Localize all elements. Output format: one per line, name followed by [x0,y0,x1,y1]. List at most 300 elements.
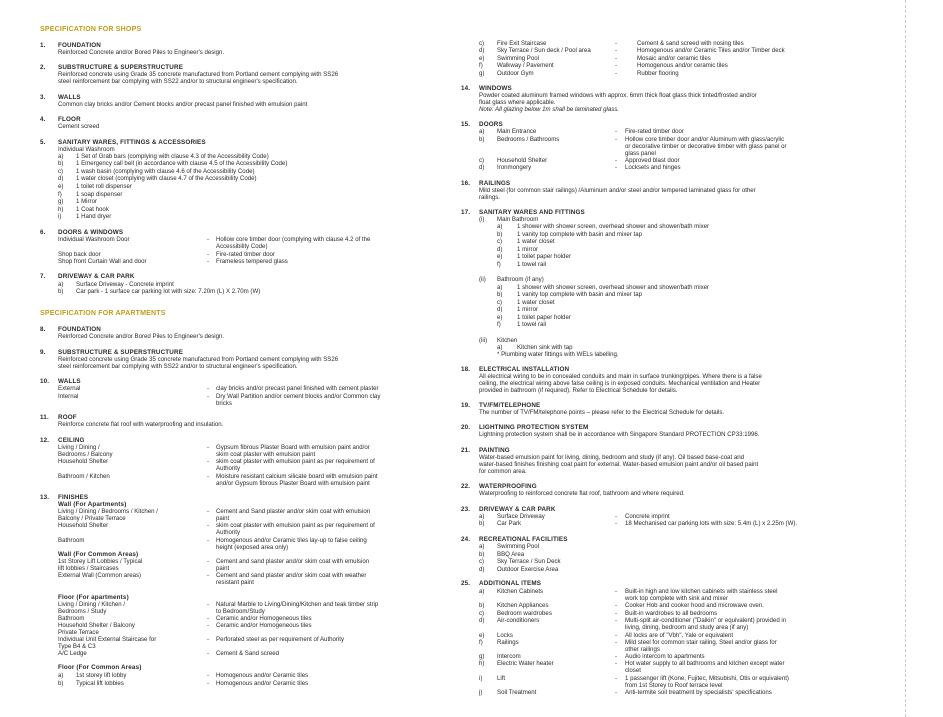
spec-text: Homogenous and/or Ceramic tiles [216,672,309,679]
spec-text: Authority [216,529,241,536]
spec-text: - [207,251,210,258]
spec-text: Accessibility Code) [216,243,268,250]
clause-heading: 9. [40,349,46,356]
spec-text: d) [58,175,64,182]
spec-text: 1 toilet roll dispenser [76,183,132,190]
spec-text: Dry Wall Partition and/or cement blocks and/or Common clay [216,393,381,400]
spec-text: Household Shelter [58,522,109,529]
spec-text: Private Terrace [58,629,99,636]
spec-text: Car Park [497,520,522,527]
spec-text: railings. [479,194,500,201]
spec-text: - [615,128,618,135]
spec-text: f) [497,321,501,328]
spec-text: Fire Exit Staircase [497,40,547,47]
spec-text: - [207,258,210,265]
spec-text: a) [497,344,503,351]
spec-text: Surface Driveway - Concrete imprint [76,281,174,288]
spec-text: Authority [216,465,241,472]
clause-heading: 17. [461,209,471,216]
spec-text: g) [479,70,485,77]
spec-text: Balcony / Private Terrace [58,515,126,522]
spec-text: Hollow core timber door and/or Aluminum with glass/acrylic [625,136,785,143]
spec-text: Audio intercom to apartments [625,653,705,660]
clause-heading: RAILINGS [479,180,511,187]
spec-text: bricks [216,400,232,407]
page-edge-divider [905,0,906,717]
spec-text: a) [58,153,64,160]
spec-text: - [615,513,618,520]
spec-text: 1st storey lift lobby [76,672,127,679]
spec-text: Cement screed [58,123,100,130]
spec-text: 1 Hand dryer [76,213,112,220]
spec-text: f) [479,639,483,646]
spec-text: a) [479,128,485,135]
spec-text: e) [479,55,485,62]
spec-text: Reinforce concrete flat roof with waterproofing and insulation. [58,421,224,428]
spec-text: Reinforced Concrete and/or Bored Piles to Engineer's design. [58,333,225,340]
spec-text: Main Bathroom [497,216,539,223]
spec-text: Soil Treatment [497,689,537,696]
clause-heading: 14. [461,85,471,92]
clause-heading: 21. [461,447,471,454]
spec-text: Living / Dining / [58,444,100,451]
clause-heading: 19. [461,402,471,409]
spec-text: - [615,588,618,595]
spec-text: - [615,157,618,164]
spec-text: - [207,636,210,643]
spec-text: ceiling, the electrical wiring above false ceiling is in exposed conduits. Mechanical ventilation and Heater [479,380,761,387]
spec-text: 1 towel rail [517,321,547,328]
spec-text: Locksets and hinges [625,164,681,171]
clause-heading: FOUNDATION [58,42,102,49]
spec-text: Homogenous and/or Ceramic tiles [216,680,309,687]
spec-text: 1 toilet paper holder [517,253,571,260]
spec-text: water-based finishes finishing coat paint for external. Water-based emulsion paint and/or oil based paint [479,461,759,468]
spec-text: steel reinforcement bar complying with SS22 and/or to structural engineer's specification. [58,78,298,85]
clause-heading: FLOOR [58,116,81,123]
spec-text: - [207,601,210,608]
spec-text: - [615,520,618,527]
spec-text: Rubber flooring [637,70,679,77]
spec-text: Swimming Pool [497,55,539,62]
spec-text: height (exposed area only) [216,544,289,551]
spec-text: - [615,602,618,609]
clause-heading: 4. [40,116,46,123]
spec-text: Cement & Sand screed [216,650,280,657]
spec-text: Individual Washroom [58,146,115,153]
clause-heading: 16. [461,180,471,187]
spec-text: - [207,236,210,243]
spec-text: - [207,385,210,392]
spec-text: a) [497,223,503,230]
clause-heading: FINISHES [58,494,89,501]
spec-text: c) [479,610,485,617]
spec-text: Cement & sand screed with nosing tiles [637,40,744,47]
spec-text: Cement and Sand plaster and/or skim coat with emulsion [216,508,371,515]
spec-text: All electrical wiring to be in concealed conduits and main in surface trunking/pipes. Where there is a false [479,373,762,380]
spec-text: Kitchen [497,337,518,344]
spec-text: c) [479,40,485,47]
spec-text: - [615,660,618,667]
spec-text: 1 Set of Grab bars (complying with clause 4.3 of the Accessibility Code) [76,153,269,160]
spec-text: a) [58,281,64,288]
spec-text: - [615,136,618,143]
spec-text: glass panel [625,150,656,157]
spec-text: 1 mirror [517,306,538,313]
spec-text: or decorative timber or decorative timber with glass panel or [625,143,787,150]
spec-text: - [207,508,210,515]
clause-heading: WALLS [58,94,81,101]
spec-text: Locks [497,632,513,639]
spec-text: - [207,622,210,629]
spec-text: - [207,458,210,465]
clause-heading: 15. [461,121,471,128]
spec-text: - [615,70,618,77]
spec-text: 1 wash basin (complying with clause 4.6 of the Accessibility Code) [76,168,255,175]
spec-text: other railings [625,646,660,653]
clause-heading: 2. [40,64,46,71]
spec-text: 1 water closet (complying with clause 4.7 of the Accessibility Code) [76,175,257,182]
spec-text: Built-in high and low kitchen cabinets with stainless steel [625,588,778,595]
spec-text: Homogenous and/or ceramic tiles [637,62,728,69]
spec-text: Common clay bricks and/or Cement blocks and/or precast panel finished with emulsion paint [58,101,308,108]
spec-text: g) [58,198,64,205]
clause-heading: RECREATIONAL FACILITIES [479,536,568,543]
spec-text: Perforated steel as per requirement of Authority [216,636,345,643]
spec-text: - [207,650,210,657]
spec-text: Household Shelter / Balcony [58,622,135,629]
spec-text: Individual Unit External Staircase for [58,636,157,643]
clause-heading: DOORS [479,121,503,128]
spec-text: b) [58,288,64,295]
spec-text: Powder coated aluminum framed windows with approx. 6mm thick float glass thick tinted/frosted and/or [479,92,757,99]
spec-text: All locks are of "Vbh", Yale or equivalent [625,632,734,639]
clause-heading: Floor (For apartments) [58,594,129,601]
spec-text: Built-in wardrobes to all bedrooms [625,610,718,617]
spec-text: c) [479,157,485,164]
spec-text: Air-conditioners [497,617,540,624]
clause-heading: Wall (For Common Areas) [58,551,139,558]
spec-text: - [615,675,618,682]
clause-heading: FOUNDATION [58,326,102,333]
spec-text: a) [497,284,503,291]
clause-heading: 20. [461,424,471,431]
spec-text: - [207,444,210,451]
clause-heading: 24. [461,536,471,543]
spec-text: (iii) [479,337,488,344]
spec-text: d) [497,306,503,313]
spec-text: Electric Water heater [497,660,554,667]
spec-text: Frameless tempered glass [216,258,288,265]
spec-text: a) [479,543,485,550]
spec-text: skim coat plaster with emulsion paint as per requirement of [216,458,375,465]
spec-text: from 1st Storey to Roof terrace level [625,682,723,689]
spec-text: Bathroom [58,537,85,544]
spec-text: a) [479,513,485,520]
spec-text: 1 soap dispenser [76,191,123,198]
spec-text: - [615,610,618,617]
spec-text: Intercom [497,653,521,660]
clause-heading: ADDITIONAL ITEMS [479,580,542,587]
spec-text: e) [497,253,503,260]
spec-text: d) [479,47,485,54]
spec-text: Homogenous and/or Ceramic Tiles and/or Timber deck [637,47,785,54]
spec-text: 1 Emergency call bell (in accordance with clause 4.5 of the Accessibility Code) [76,160,288,167]
spec-text: f) [479,62,483,69]
spec-text: d) [479,566,485,573]
spec-text: Shop back door [58,251,101,258]
spec-text: Railings [497,639,519,646]
spec-text: - [207,393,210,400]
spec-text: Multi-split air-conditioner ("Daikin" or equivalent) provided in [625,617,787,624]
spec-text: provided in bathroom (if required). Refer to Electrical Schedule for details. [479,387,678,394]
clause-heading: WINDOWS [479,85,512,92]
clause-heading: 22. [461,483,471,490]
clause-heading: 3. [40,94,46,101]
clause-heading: 8. [40,326,46,333]
clause-heading: 25. [461,580,471,587]
spec-text: (i) [479,216,485,223]
spec-text: A/C Ledge [58,650,87,657]
spec-text: - [207,473,210,480]
clause-heading: DOORS & WINDOWS [58,229,124,236]
spec-text: Approved blast door [625,157,680,164]
clause-heading: CEILING [58,437,85,444]
spec-text: Type B4 & C3 [58,643,96,650]
spec-text: Cement and sand plaster and/or skim coat with weather [216,572,367,579]
spec-text: work top complete with sink and mixer [625,595,728,602]
spec-text: Homogenous and/or Ceramic tiles lay-up to false ceiling [216,537,367,544]
spec-text: i) [58,213,62,220]
spec-text: - [207,572,210,579]
spec-text: Kitchen sink with tap [517,344,573,351]
spec-text: 1 Mirror [76,198,97,205]
spec-text: - [615,55,618,62]
spec-text: 1 toilet paper holder [517,314,571,321]
spec-text: 1 shower with shower screen, overhead shower and shower/bath mixer [517,223,710,230]
spec-text: resistant paint [216,579,254,586]
spec-text: h) [479,660,485,667]
spec-text: Outdoor Gym [497,70,534,77]
spec-text: c) [497,299,503,306]
spec-text: Kitchen Cabinets [497,588,544,595]
spec-text: - [615,653,618,660]
section-title: SPECIFICATION FOR SHOPS [40,26,142,33]
spec-text: j) [479,689,483,696]
spec-text: Waterproofing to reinforced concrete flat roof, bathroom and where required. [479,490,685,497]
spec-text: 1 water closet [517,238,555,245]
spec-text: b) [58,680,64,687]
spec-text: b) [479,602,485,609]
spec-text: 18 Mechanised car parking lots with size: 5.4m (L) x 2.25m (W). [625,520,798,527]
clause-heading: Floor (For Common Areas) [58,664,142,671]
spec-text: Kitchen Appliances [497,602,549,609]
spec-text: Water-based emulsion paint for living, dining, bedroom and study (if any). Oil based base-coat and [479,454,744,461]
section-title: SPECIFICATION FOR APARTMENTS [40,310,166,317]
spec-text: 1 shower with shower screen, overhead shower and shower/bath mixer [517,284,710,291]
spec-text: 1 passenger lift (Kone, Fujitec, Mitsubishi, Otis or equivalent) [625,675,789,682]
spec-text: f) [58,191,62,198]
spec-text: a) [479,588,485,595]
spec-text: c) [479,558,485,565]
spec-text: - [207,522,210,529]
spec-text: Ceramic and/or Homogeneous tiles [216,622,312,629]
spec-text: e) [58,183,64,190]
spec-text: Bedroom wardrobes [497,610,552,617]
spec-text: Household Shelter [497,157,548,164]
spec-text: Ironmongery [497,164,532,171]
spec-text: d) [479,617,485,624]
spec-text: Main Entrance [497,128,537,135]
spec-text: b) [479,551,485,558]
spec-text: * Plumbing water fittings with WELs labelling. [497,351,619,358]
spec-text: Walkway / Pavement [497,62,554,69]
spec-text: Fire-rated timber door [625,128,684,135]
clause-heading: WALLS [58,378,81,385]
spec-text: Bathroom / Kitchen [58,473,110,480]
spec-text: 1 vanity top complete with basin and mixer tap [517,291,642,298]
spec-text: 1st Storey Lift Lobbies / Typical [58,558,143,565]
spec-text: Note: All glazing below 1m shall be laminated glass. [479,106,620,113]
spec-text: 1 Coat hook [76,206,109,213]
spec-text: Surface Driveway [497,513,545,520]
spec-text: The number of TV/FM/telephone points – please refer to the Electrical Schedule for details. [479,409,725,416]
spec-text: i) [479,675,483,682]
spec-text: - [207,680,210,687]
spec-text: and/or Gypsum fibrous Plaster Board with emulsion paint [216,480,370,487]
clause-heading: WATERPROOFING [479,483,537,490]
spec-text: skim coat plaster with emulsion paint [216,451,316,458]
spec-text: - [207,537,210,544]
clause-heading: 12. [40,437,50,444]
spec-text: Moisture resistant calcium silicate board with emulsion paint [216,473,378,480]
spec-text: for common area. [479,468,527,475]
spec-text: e) [479,632,485,639]
spec-text: paint [216,515,230,522]
spec-text: - [615,632,618,639]
spec-text: Fire-rated timber door [216,251,275,258]
spec-text: b) [58,160,64,167]
spec-text: b) [497,291,503,298]
spec-text: Bedrooms / Balcony [58,451,113,458]
spec-text: c) [58,168,64,175]
spec-text: Bathroom (if any) [497,276,544,283]
clause-heading: DRIVEWAY & CAR PARK [58,273,135,280]
clause-heading: 23. [461,506,471,513]
clause-heading: 18. [461,366,471,373]
clause-heading: SUBSTRUCTURE & SUPERSTRUCTURE [58,349,184,356]
spec-text: Swimming Pool [497,543,539,550]
spec-text: Living / Dining / Bedrooms / Kitchen / [58,508,158,515]
clause-heading: LIGHTNING PROTECTION SYSTEM [479,424,589,431]
spec-text: External [58,385,81,392]
spec-text: d) [497,246,503,253]
clause-heading: PAINTING [479,447,510,454]
spec-text: Reinforced Concrete and/or Bored Piles to Engineer's design. [58,49,225,56]
spec-text: Living / Dining / Kitchen / [58,601,126,608]
clause-heading: 5. [40,139,46,146]
spec-text: - [207,672,210,679]
spec-text: Typical lift lobbies [76,680,124,687]
clause-heading: ROOF [58,414,77,421]
spec-text: - [207,558,210,565]
spec-text: (ii) [479,276,486,283]
spec-text: g) [479,653,485,660]
spec-text: Mild steel (for common stair railings) /Aluminum and/or steel and/or tempered laminated glass for other [479,187,756,194]
spec-text: Sky Terrace / Sun Deck [497,558,561,565]
spec-text: External Wall (Common areas) [58,572,142,579]
spec-text: Mosaic and/or ceramic tiles [637,55,711,62]
spec-text: h) [58,206,64,213]
spec-text: Hot water supply to all bathrooms and kitchen except water [625,660,785,667]
spec-text: e) [497,314,503,321]
spec-text: Cement and sand plaster and/or skim coat with emulsion [216,558,370,565]
spec-text: d) [479,164,485,171]
spec-text: - [207,615,210,622]
spec-text: Reinforced concrete using Grade 35 concrete manufactured from Portland cement complying with SS26 [58,356,339,363]
spec-text: living, dining, bedroom and study area (if any) [625,624,749,631]
spec-text: a) [58,672,64,679]
spec-text: - [615,689,618,696]
spec-text: lift lobbies / Staircases [58,565,119,572]
spec-text: Anti-termite soil treatment by specialists' specifications [625,689,772,696]
spec-text: - [615,62,618,69]
spec-text: b) [497,231,503,238]
spec-text: skim coat plaster with emulsion paint as per requirement of [216,522,375,529]
clause-heading: 10. [40,378,50,385]
spec-text: Hollow core timber door (complying with clause 4.2 of the [216,236,371,243]
spec-text: BBQ Area [497,551,525,558]
spec-text: Sky Terrace / Sun deck / Pool area [497,47,591,54]
spec-text: steel reinforcement bar complying with SS22 and/or to structural engineer's specification. [58,363,298,370]
clause-heading: 11. [40,414,49,421]
clause-heading: Wall (For Apartments) [58,501,127,508]
spec-text: - [615,164,618,171]
spec-text: Concrete imprint [625,513,670,520]
spec-text: Bedrooms / Bathrooms [497,136,560,143]
spec-text: 1 mirror [517,246,538,253]
spec-text: b) [479,520,485,527]
spec-text: to Bedroom/Study [216,608,265,615]
spec-text: - [615,617,618,624]
spec-text: - [615,639,618,646]
clause-heading: DRIVEWAY & CAR PARK [479,506,556,513]
spec-text: - [615,40,618,47]
spec-text: paint [216,565,230,572]
spec-text: Bedrooms / Study [58,608,107,615]
clause-heading: 13. [40,494,50,501]
spec-text: Outdoor Exercise Area [497,566,559,573]
spec-text: clay bricks and/or precast panel finished with cement plaster [216,385,379,392]
clause-heading: SANITARY WARES AND FITTINGS [479,209,585,216]
spec-text: - [615,47,618,54]
spec-text: b) [479,136,485,143]
spec-text: float glass where applicable. [479,99,556,106]
clause-heading: SANITARY WARES, FITTINGS & ACCESSORIES [58,139,206,146]
spec-text: closet [625,667,641,674]
spec-text: Lift [497,675,506,682]
clause-heading: 1. [40,42,46,49]
spec-text: Individual Washroom Door [58,236,130,243]
spec-text: 1 water closet [517,299,555,306]
clause-heading: SUBSTRUCTURE & SUPERSTRUCTURE [58,64,184,71]
spec-text: Internal [58,393,79,400]
spec-text: 1 towel rail [517,261,547,268]
spec-text: Mild steel for common stair railing. Steel and/or glass for [625,639,777,646]
clause-heading: ELECTRICAL INSTALLATION [479,366,570,373]
spec-text: Gypsum fibrous Plaster Board with emulsion paint and/or [216,444,370,451]
clause-heading: 7. [40,273,46,280]
